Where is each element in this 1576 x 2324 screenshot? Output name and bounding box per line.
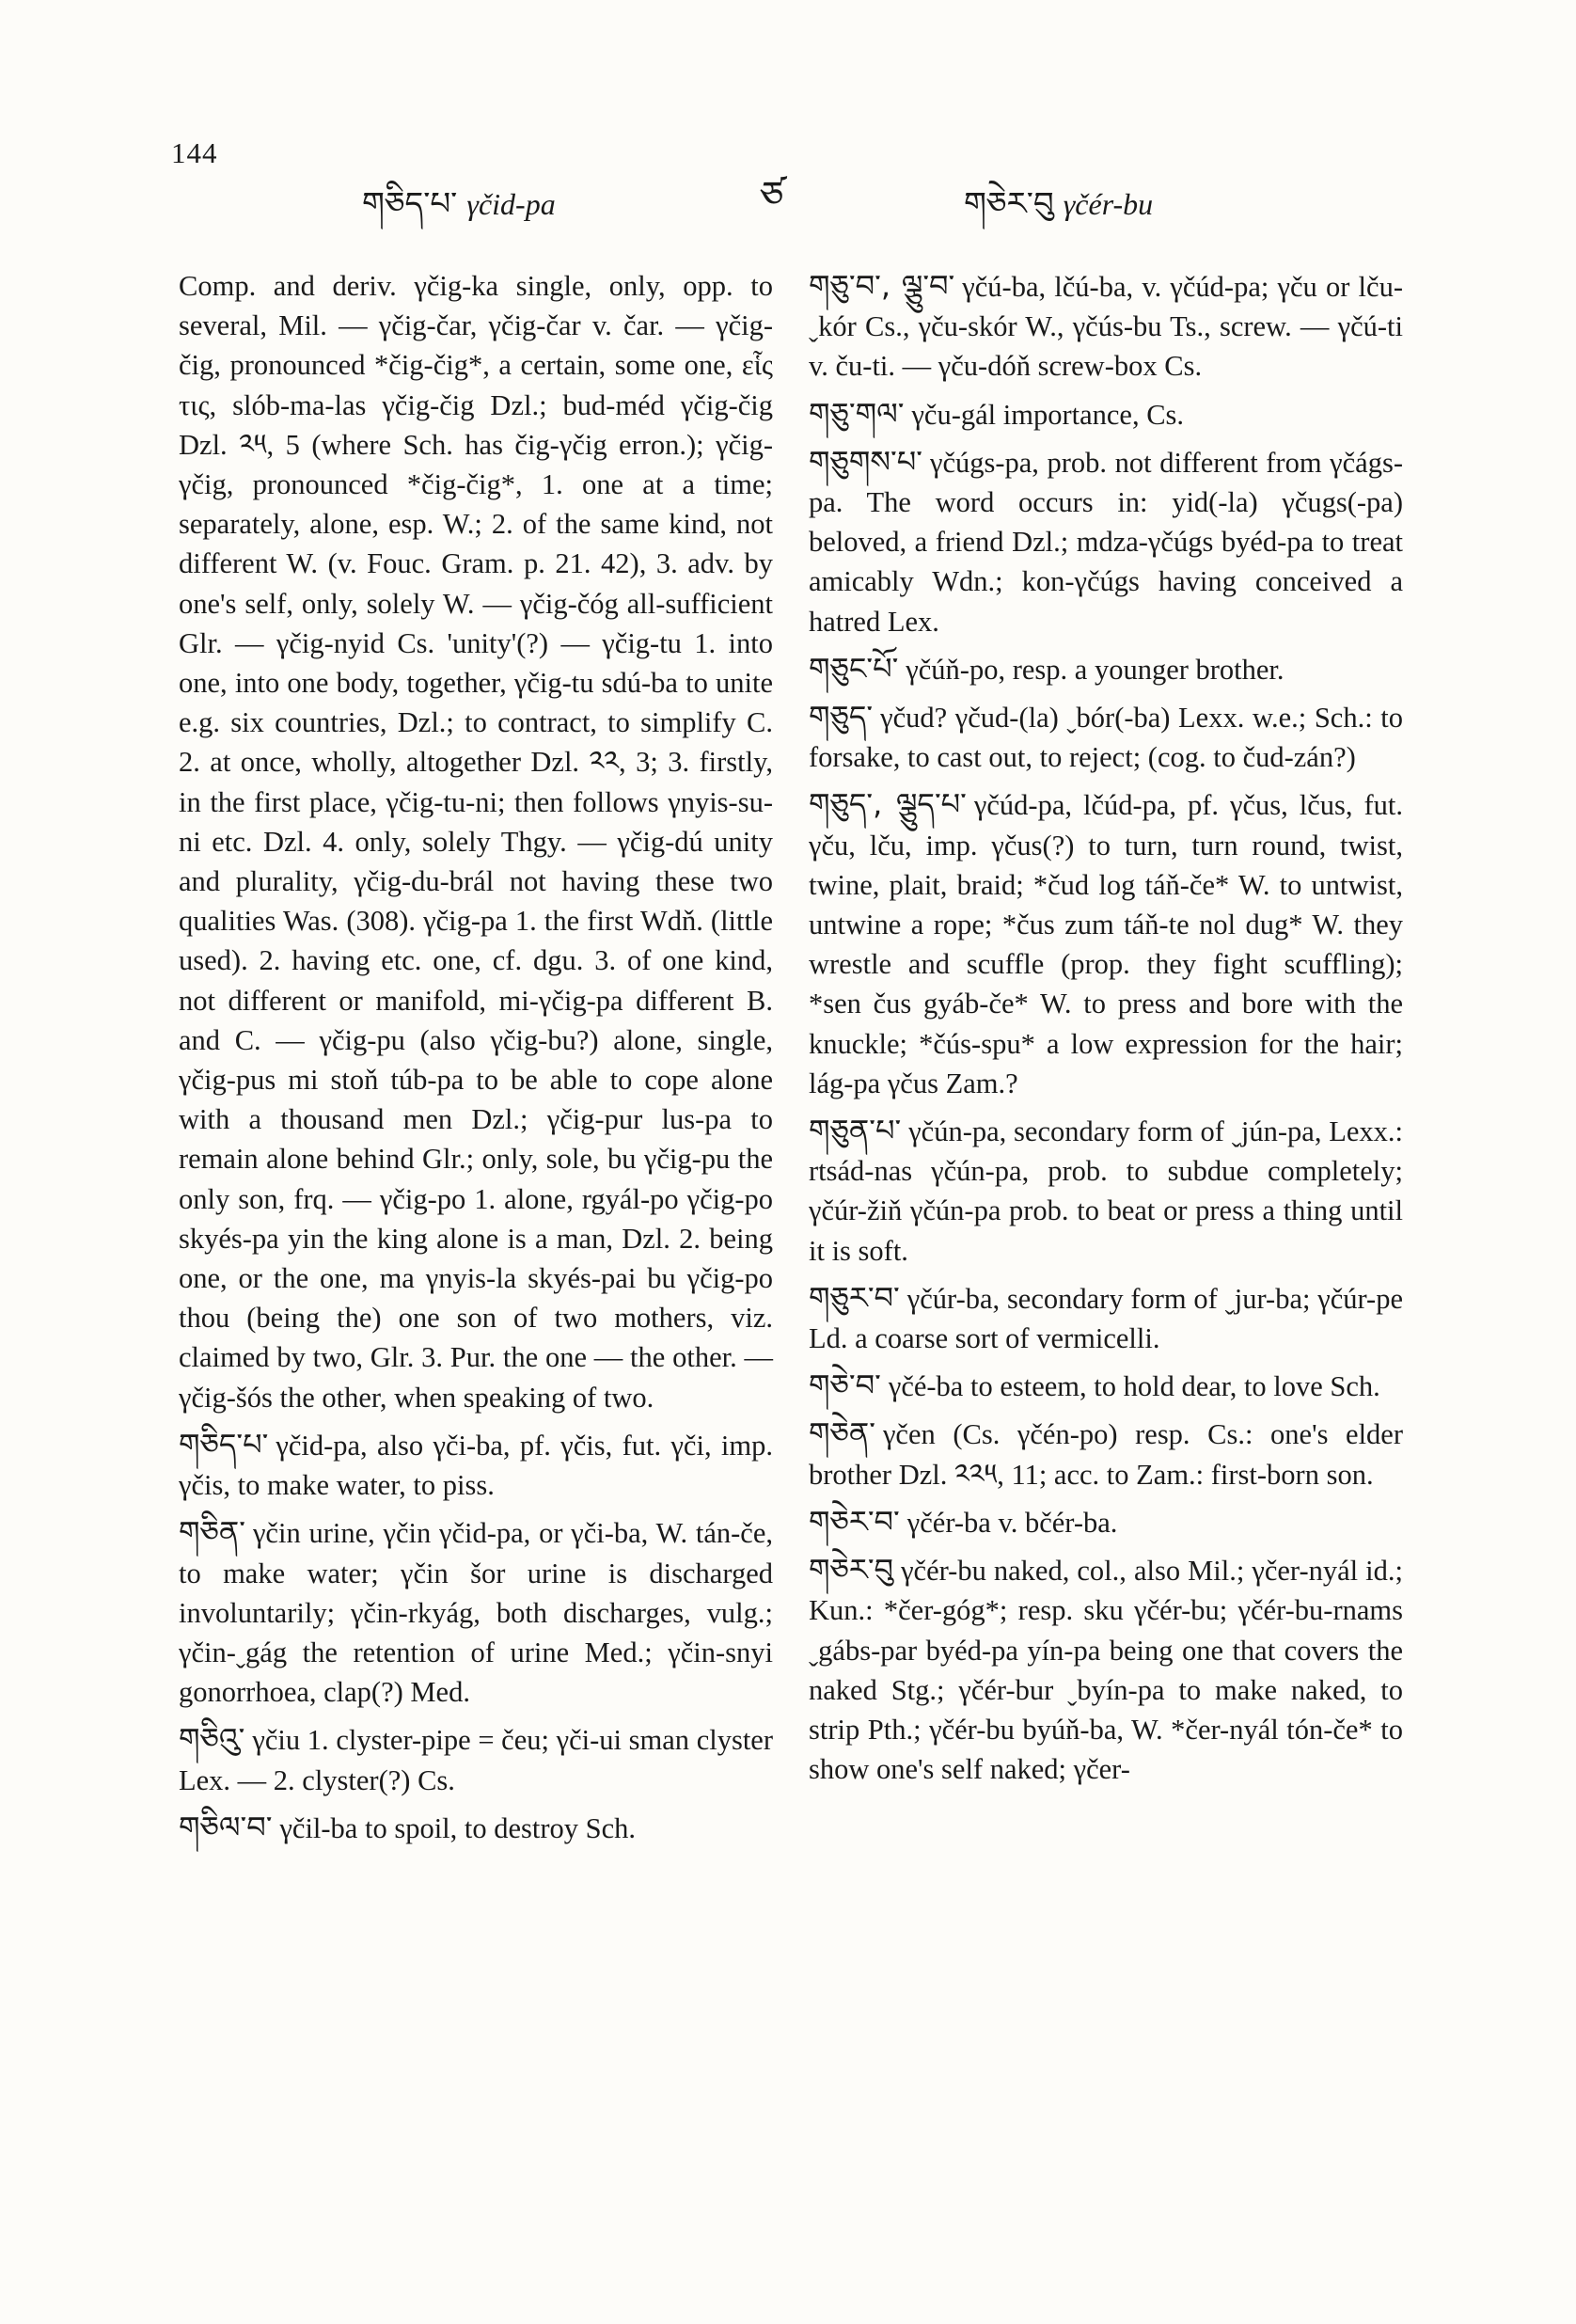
entry-text: γčú-ba, lčú-ba, v. γčúd-pa; γču or lču-ˬkór Cs., γču-skór W., γčús-bu Ts., screw. — γčú-ti v. ču-ti. — γču-dóň screw-box Cs. [809,271,1403,383]
entry-headword: གཅུད་ [809,699,874,735]
dictionary-entry [179,266,773,1417]
dictionary-entry [809,1278,1403,1358]
entry-headword: གཅུགས་པ་ [809,443,922,480]
dictionary-entry [179,1808,773,1848]
entry-text: γčen (Cs. γčén-po) resp. Cs.: one's elder brother Dzl. ༢༢༥, 11; acc. to Zam.: first-born son. [809,1418,1403,1491]
entry-headword: གཅུང་པོ་ [809,650,899,687]
entry-headword: གཅུ་གལ་ [809,395,905,432]
entry-headword: གཅིལ་བ་ [179,1809,273,1845]
dictionary-entry [179,1512,773,1712]
entry-headword: གཅེན་ [809,1415,875,1452]
entry-text: γčún-pa, secondary form of ˬjún-pa, Lexx.: rtsád-nas γčún-pa, prob. to subdue completely; γčúr-žiň γčún-pa prob. to beat or press a thing until it is soft. [809,1115,1403,1267]
entry-headword: གཅུན་པ་ [809,1113,902,1149]
entry-text: γčud? γčud-(la) ˬbór(-ba) Lexx. w.e.; Sch.: to forsake, to cast out, to reject; (cog. to čud-zán?) [809,702,1403,774]
entry-text: γčér-ba v. bčér-ba. [906,1506,1118,1539]
running-head-right-tibetan: གཅེར་བུ [964,185,1054,223]
dictionary-entry [809,266,1403,387]
entry-headword: གཅེ་བ་ [809,1368,881,1404]
dictionary-entry [179,1719,773,1799]
entry-text: γčúr-ba, secondary form of ˬjur-ba; γčúr-pe Ld. a coarse sort of vermicelli. [809,1282,1403,1355]
dictionary-entry [809,442,1403,641]
entry-headword: གཅེར་བ་ [809,1503,900,1540]
entry-text: γčé-ba to esteem, to hold dear, to love Sch. [888,1370,1380,1403]
running-head-left-translit: γčid-pa [466,187,556,221]
page-number: 144 [171,136,218,169]
entry-text: γčúgs-pa, prob. not different from γčágs-pa. The word occurs in: yid(-la) γčugs(-pa) beloved, a friend Dzl.; mdza-γčúgs byéd-pa to treat amicably Wdn.; kon-γčúgs having conceived a hatred Lex. [809,446,1403,638]
entry-headword: གཅུ་བ་, ལྕུ་བ་ [809,268,955,304]
entry-headword: གཅུད་, ལྕུད་པ་ [809,786,967,823]
entry-headword: གཅིན་ [179,1514,245,1551]
dictionary-entry [809,697,1403,777]
entry-headword: གཅུར་བ་ [809,1279,900,1316]
entry-text: γčiu 1. clyster-pipe = čeu; γči-ui sman clyster Lex. — 2. clyster(?) Cs. [179,1724,773,1796]
entry-text: γčúň-po, resp. a younger brother. [906,653,1284,686]
entry-text: γčil-ba to spoil, to destroy Sch. [279,1811,637,1844]
entry-text: γču-gál importance, Cs. [911,398,1185,431]
dictionary-entry [809,1366,1403,1406]
entry-text: γčin urine, γčin γčid-pa, or γči-ba, W. tán-če, to make water; γčin šor urine is discharged involuntarily; γčin-rkyág, both discharges, vulg.; γčin-ˬgág the retention of urine Med.; γčin-snyi gonorrhoea, clap(?) Med. [179,1517,773,1709]
dictionary-entry [809,1414,1403,1494]
entry-text: γčid-pa, also γči-ba, pf. γčis, fut. γči, imp. γčis, to make water, to piss. [179,1429,773,1502]
running-head-left-tibetan: གཅིད་པ་ [362,185,458,223]
left-column [179,266,773,1856]
right-column [809,266,1403,1796]
entry-headword: གཅིད་པ་ [179,1426,269,1462]
running-head-left [362,167,556,258]
dictionary-entry [809,394,1403,435]
dictionary-entry [809,1550,1403,1789]
entry-headword: གཅིའུ་ [179,1721,245,1758]
dictionary-entry [809,1111,1403,1271]
entry-headword: གཅེར་བུ [809,1552,894,1589]
entry-text: Comp. and deriv. γčig-ka single, only, opp. to several, Mil. — γčig-čar, γčig-čar v. čar. — γčig-čig, pronounced *čig-čig*, a certain, some one, εἷς τις, slób-ma-las γčig-čig Dzl.; bud-méd γčig-čig Dzl. ༢༥, 5 (where Sch. has čig-γčig erron.); γčig-γčig, pronounced *čig-čig*, 1. one at a time; separately, alone, esp. W.; 2. of the same kind, not different W. (v. Fouc. Gram. p. 21. 42), 3. adv. by one's self, only, solely W. — γčig-čóg all-sufficient Glr. — γčig-nyid Cs. 'unity'(?) — γčig-tu 1. into one, into one body, together, γčig-tu sdú-ba to unite e.g. six countries, Dzl.; to contract, to simplify C. 2. at once, wholly, altogether Dzl. ༢༢, 3; 3. firstly, in the first place, γčig-tu-ni; then follows γnyis-su-ni etc. Dzl. 4. only, solely Thgy. — γčig-dú unity and plurality, γčig-du-brál not having these two qualities Was. (308). γčig-pa 1. the first Wdň. (little used). 2. having etc. one, cf. dgu. 3. of one kind, not different or manifold, mi-γčig-pa different B. and C. — γčig-pu (also γčig-bu?) alone, single, γčig-pus mi stoň túb-pa to be able to cope alone with a thousand men Dzl.; γčig-pur lus-pa to remain alone behind Glr.; only, sole, bu γčig-pu the only son, frq. — γčig-po 1. alone, rgyál-po γčig-po skyés-pa yin the king alone is a man, Dzl. 2. being one, or the one, ma γnyis-la skyés-pai bu γčig-po thou (being the) one son of two mothers, viz. claimed by two, Glr. 3. Pur. the one — the other. — γčig-šós the other, when speaking of two. [179,270,773,1414]
entry-text: γčér-bu naked, col., also Mil.; γčer-nyál id.; Kun.: *čer-góg*; resp. sku γčér-bu; γčér-bu-rnams ˬgábs-par byéd-pa yín-pa being one that covers the naked Stg.; γčér-bur ˬbyín-pa to make naked, to strip Pth.; γčér-bu byúň-ba, W. *čer-nyál tón-če* to show one's self naked; γčer- [809,1555,1403,1786]
dictionary-entry [179,1425,773,1505]
running-head-right-translit: γčér-bu [1063,187,1154,221]
running-head-right [964,167,1153,258]
section-letter: ཙ [760,174,784,217]
entry-text: γčúd-pa, lčúd-pa, pf. γčus, lčus, fut. γču, lču, imp. γčus(?) to turn, turn round, twist, twine, plait, braid; *čud log táň-če* W. to untwist, untwine a rope; *čus zum táň-te nol dug* W. they wrestle and scuffle (prop. they fight scuffling); *sen čus gyáb-če* W. to press and bore with the knuckle; *čús-spu* a low expression for the hair; lág-pa γčus Zam.? [809,789,1404,1099]
dictionary-entry [809,1502,1403,1542]
dictionary-entry [809,649,1403,689]
dictionary-entry [809,784,1403,1103]
